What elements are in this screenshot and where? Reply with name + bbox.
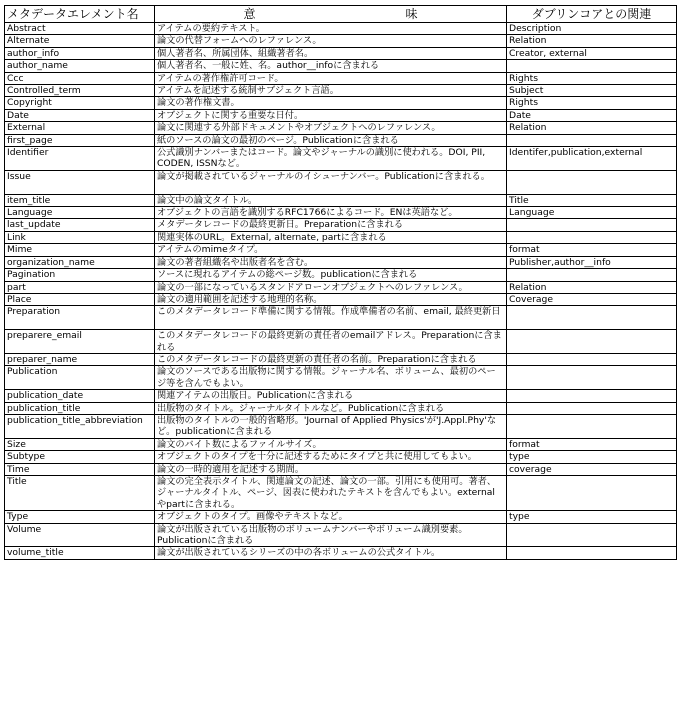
element-name-cell: Place	[5, 293, 155, 305]
element-name-cell: Copyright	[5, 97, 155, 109]
dublin-core-cell	[507, 366, 677, 390]
dublin-core-cell	[507, 353, 677, 365]
table-row	[5, 60, 677, 72]
meaning-cell: 出版物のタイトル。ジャーナルタイトルなど。Publicationに含まれる	[155, 402, 507, 414]
table-row	[5, 451, 677, 463]
element-name-cell: author_info	[5, 47, 155, 59]
dublin-core-cell	[507, 390, 677, 402]
table-row	[5, 134, 677, 146]
meaning-cell: 論文の著者組織名や出版者名を含む。	[155, 256, 507, 268]
dublin-core-cell: Description	[507, 23, 677, 35]
dublin-core-cell: Relation	[507, 281, 677, 293]
meaning-cell: 論文が掲載されているジャーナルのイシューナンバー。Publicationに含まれる。	[155, 170, 507, 194]
meaning-cell: 出版物のタイトルの一般的省略形。'Journal of Applied Physics'が'J.Appl.Phy'など。publicationに含まれる	[155, 414, 507, 438]
table-row	[5, 23, 677, 35]
element-name-cell: Ccc	[5, 72, 155, 84]
meaning-cell: このメタデータレコード準備に関する情報。作成準備者の名前、email, 最終更新日	[155, 306, 507, 330]
dublin-core-cell: Relation	[507, 35, 677, 47]
table-row	[5, 256, 677, 268]
meaning-cell: 論文中の論文タイトル。	[155, 194, 507, 206]
dublin-core-cell: coverage	[507, 463, 677, 475]
table-row	[5, 390, 677, 402]
meaning-cell: 論文が出版されている出版物のボリュームナンバーやボリューム識別要素。Publicationに含まれる	[155, 523, 507, 547]
element-name-cell: Issue	[5, 170, 155, 194]
element-name-cell: publication_title_abbreviation	[5, 414, 155, 438]
dublin-core-cell: Relation	[507, 122, 677, 134]
meaning-cell: オブジェクトのタイプ。画像やテキストなど。	[155, 511, 507, 523]
element-name-cell: Link	[5, 231, 155, 243]
element-name-cell: publication_title	[5, 402, 155, 414]
table-row	[5, 72, 677, 84]
element-name-cell: author_name	[5, 60, 155, 72]
dublin-core-cell	[507, 231, 677, 243]
meaning-cell: アイテムの要約テキスト。	[155, 23, 507, 35]
element-name-cell: publication_date	[5, 390, 155, 402]
meaning-cell: ソースに現れるアイテムの総ページ数。publicationに含まれる	[155, 269, 507, 281]
meaning-cell: オブジェクトに関する重要な日付。	[155, 109, 507, 121]
table-row	[5, 122, 677, 134]
dublin-core-cell	[507, 306, 677, 330]
meaning-cell: オブジェクトの言語を識別するRFC1766によるコード。ENは英語など。	[155, 207, 507, 219]
dublin-core-cell: Rights	[507, 72, 677, 84]
meaning-cell: 論文の一時的適用を記述する期間。	[155, 463, 507, 475]
element-name-cell: Publication	[5, 366, 155, 390]
header-element-name: メタデータエレメント名	[5, 6, 155, 23]
meaning-cell: 公式識別ナンバーまたはコード。論文やジャーナルの識別に使われる。DOI, PII, CODEN, ISSNなど。	[155, 147, 507, 171]
table-row	[5, 366, 677, 390]
element-name-cell: organization_name	[5, 256, 155, 268]
table-row	[5, 306, 677, 330]
table-row	[5, 547, 677, 559]
dublin-core-cell	[507, 402, 677, 414]
table-row	[5, 269, 677, 281]
element-name-cell: part	[5, 281, 155, 293]
table-row	[5, 219, 677, 231]
table-row	[5, 293, 677, 305]
meaning-cell: 紙のソースの論文の最初のページ。Publicationに含まれる	[155, 134, 507, 146]
meaning-cell: 論文に関連する外部ドキュメントやオブジェクトへのレファレンス。	[155, 122, 507, 134]
meaning-cell: アイテムを記述する統制サブジェクト言語。	[155, 85, 507, 97]
table-row	[5, 109, 677, 121]
table-row	[5, 97, 677, 109]
dublin-core-cell: type	[507, 451, 677, 463]
header-meaning-part2: 味	[405, 7, 418, 21]
table-row	[5, 85, 677, 97]
element-name-cell: Preparation	[5, 306, 155, 330]
table-row	[5, 476, 677, 511]
dublin-core-cell: Title	[507, 194, 677, 206]
dublin-core-cell	[507, 523, 677, 547]
element-name-cell: Volume	[5, 523, 155, 547]
table-row	[5, 147, 677, 171]
element-name-cell: Identifier	[5, 147, 155, 171]
table-row	[5, 523, 677, 547]
table-row	[5, 402, 677, 414]
element-name-cell: Controlled_term	[5, 85, 155, 97]
table-row	[5, 281, 677, 293]
table-row	[5, 511, 677, 523]
dublin-core-cell: Rights	[507, 97, 677, 109]
table-row	[5, 231, 677, 243]
dublin-core-cell: format	[507, 244, 677, 256]
table-row	[5, 353, 677, 365]
header-meaning	[155, 6, 507, 23]
dublin-core-cell: format	[507, 438, 677, 450]
table-row	[5, 35, 677, 47]
element-name-cell: preparere_email	[5, 330, 155, 354]
dublin-core-cell	[507, 219, 677, 231]
dublin-core-cell	[507, 134, 677, 146]
element-name-cell: External	[5, 122, 155, 134]
dublin-core-cell	[507, 547, 677, 559]
meaning-cell: メタデータレコードの最終更新日。Preparationに含まれる	[155, 219, 507, 231]
meaning-cell: 論文のソースである出版物に関する情報。ジャーナル名、ボリューム、最初のページ等を含んでもよい。	[155, 366, 507, 390]
dublin-core-cell	[507, 414, 677, 438]
dublin-core-cell	[507, 170, 677, 194]
meaning-cell: 関連アイテムの出版日。Publicationに含まれる	[155, 390, 507, 402]
table-row	[5, 207, 677, 219]
element-name-cell: volume_title	[5, 547, 155, 559]
metadata-table	[4, 5, 677, 560]
table-row	[5, 330, 677, 354]
dublin-core-cell: Creator, external	[507, 47, 677, 59]
dublin-core-cell: Coverage	[507, 293, 677, 305]
table-row	[5, 414, 677, 438]
element-name-cell: Subtype	[5, 451, 155, 463]
dublin-core-cell: Subject	[507, 85, 677, 97]
dublin-core-cell: Language	[507, 207, 677, 219]
element-name-cell: Time	[5, 463, 155, 475]
element-name-cell: Pagination	[5, 269, 155, 281]
element-name-cell: Date	[5, 109, 155, 121]
table-body	[5, 23, 677, 560]
meaning-cell: 論文の一部になっているスタンドアローンオブジェクトへのレファレンス。	[155, 281, 507, 293]
element-name-cell: Title	[5, 476, 155, 511]
dublin-core-cell: Date	[507, 109, 677, 121]
element-name-cell: Language	[5, 207, 155, 219]
meaning-cell: オブジェクトのタイプを十分に記述するためにタイプと共に使用してもよい。	[155, 451, 507, 463]
table-row	[5, 438, 677, 450]
element-name-cell: Mime	[5, 244, 155, 256]
element-name-cell: item_title	[5, 194, 155, 206]
meaning-cell: 論文が出版されているシリーズの中の各ボリュームの公式タイトル。	[155, 547, 507, 559]
table-row	[5, 463, 677, 475]
header-dublin-core: ダブリンコアとの関連	[507, 6, 677, 23]
meaning-cell: 論文の代替フォームへのレファレンス。	[155, 35, 507, 47]
element-name-cell: Type	[5, 511, 155, 523]
dublin-core-cell	[507, 60, 677, 72]
element-name-cell: first_page	[5, 134, 155, 146]
meaning-cell: アイテムのmimeタイプ。	[155, 244, 507, 256]
dublin-core-cell: Publisher,author__info	[507, 256, 677, 268]
dublin-core-cell	[507, 269, 677, 281]
table-row	[5, 194, 677, 206]
meaning-cell: 個人著者名、一般に姓、名。author__infoに含まれる	[155, 60, 507, 72]
header-meaning-part1: 意	[243, 7, 256, 21]
table-row	[5, 244, 677, 256]
table-row	[5, 170, 677, 194]
element-name-cell: Abstract	[5, 23, 155, 35]
meaning-cell: アイテムの著作権許可コード。	[155, 72, 507, 84]
meaning-cell: 論文のバイト数によるファイルサイズ。	[155, 438, 507, 450]
meaning-cell: 論文の著作権文書。	[155, 97, 507, 109]
meaning-cell: このメタデータレコードの最終更新の責任者のemailアドレス。Preparationに含まれる	[155, 330, 507, 354]
element-name-cell: Alternate	[5, 35, 155, 47]
meaning-cell: 論文の適用範囲を記述する地理的名称。	[155, 293, 507, 305]
meaning-cell: 論文の完全表示タイトル、関連論文の記述、論文の一部。引用にも使用可。著者、ジャーナルタイトル、ページ、図表に使われたテキストを含んでもよい。externalやpartに含まれる。	[155, 476, 507, 511]
element-name-cell: last_update	[5, 219, 155, 231]
element-name-cell: Size	[5, 438, 155, 450]
dublin-core-cell	[507, 476, 677, 511]
table-row	[5, 47, 677, 59]
meaning-cell: 関連実体のURL。External, alternate, partに含まれる	[155, 231, 507, 243]
meaning-cell: このメタデータレコードの最終更新の責任者の名前。Preparationに含まれる	[155, 353, 507, 365]
dublin-core-cell: Identifer,publication,external	[507, 147, 677, 171]
element-name-cell: preparer_name	[5, 353, 155, 365]
table-header-row	[5, 6, 677, 23]
dublin-core-cell	[507, 330, 677, 354]
meaning-cell: 個人著者名、所属団体、組織著者名。	[155, 47, 507, 59]
dublin-core-cell: type	[507, 511, 677, 523]
